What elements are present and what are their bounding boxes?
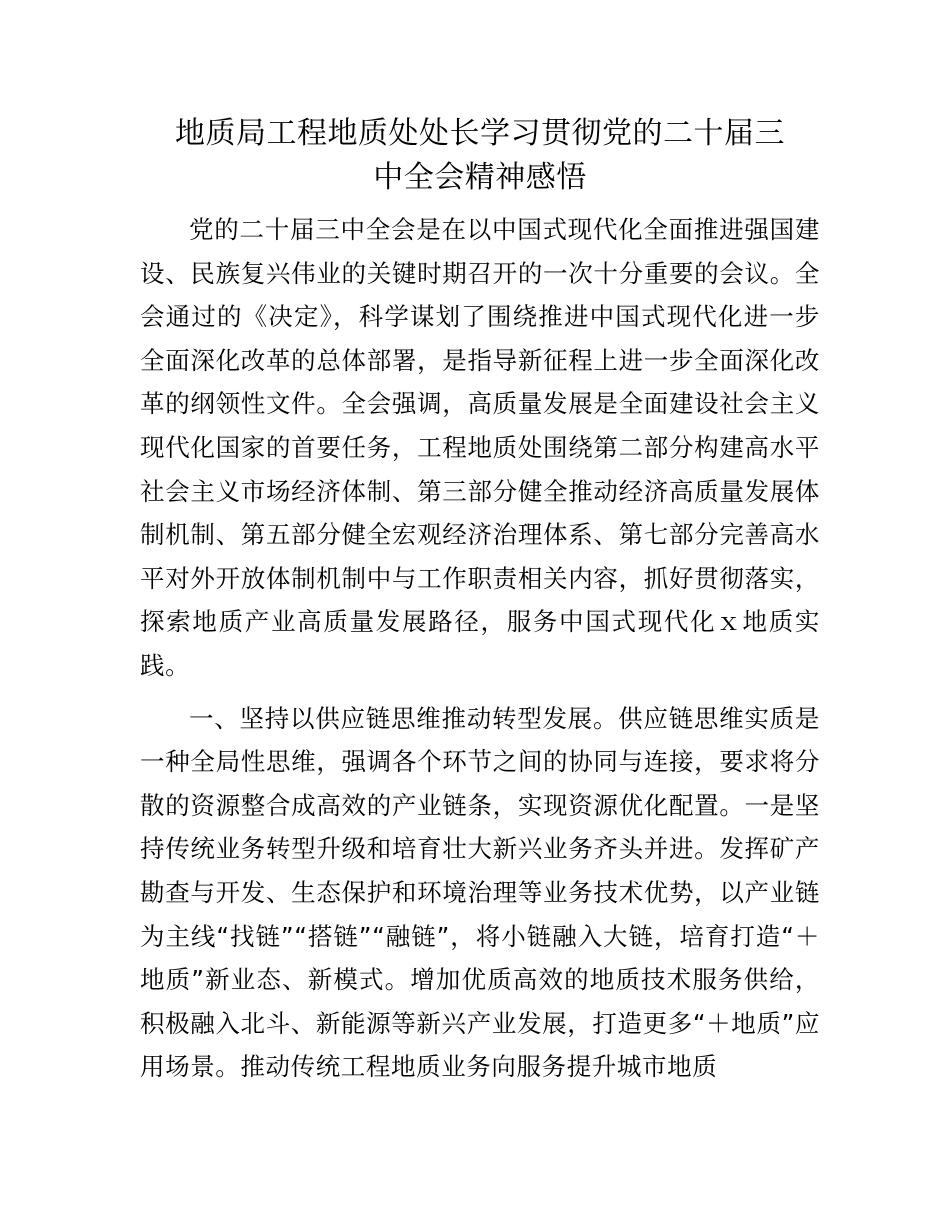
document-title: [140, 112, 820, 200]
document-page: [140, 112, 820, 1089]
body-paragraph-section-1: 一、坚持以供应链思维推动转型发展。供应链思维实质是一种全局性思维，强调各个环节之间的协同与连接，要求将分散的资源整合成高效的产业链条，实现资源优化配置。一是坚持传统业务转型升级和培育壮大新兴业务齐头并进。发挥矿产勘查与开发、生态保护和环境治理等业务技术优势，以产业链为主线“找链”“搭链”“融链”，将小链融入大链，培育打造“＋地质”新业态、新模式。增加优质高效的地质技术服务供给，积极融入北斗、新能源等新兴产业发展，打造更多“＋地质”应用场景。推动传统工程地质业务向服务提升城市地质: [140, 703, 820, 1082]
title-line-1: 地质局工程地质处处长学习贯彻党的二十届三: [175, 116, 785, 151]
body-paragraph-intro: 党的二十届三中全会是在以中国式现代化全面推进强国建设、民族复兴伟业的关键时期召开的一次十分重要的会议。全会通过的《决定》，科学谋划了围绕推进中国式现代化进一步全面深化改革的总体部署，是指导新征程上进一步全面深化改革的纲领性文件。全会强调，高质量发展是全面建设社会主义现代化国家的首要任务，工程地质处围绕第二部分构建高水平社会主义市场经济体制、第三部分健全推动经济高质量发展体制机制、第五部分健全宏观经济治理体系、第七部分完善高水平对外开放体制机制中与工作职责相关内容，抓好贯彻落实，探索地质产业高质量发展路径，服务中国式现代化ｘ地质实践。: [140, 215, 820, 680]
title-line-2: 中全会精神感悟: [373, 160, 587, 195]
